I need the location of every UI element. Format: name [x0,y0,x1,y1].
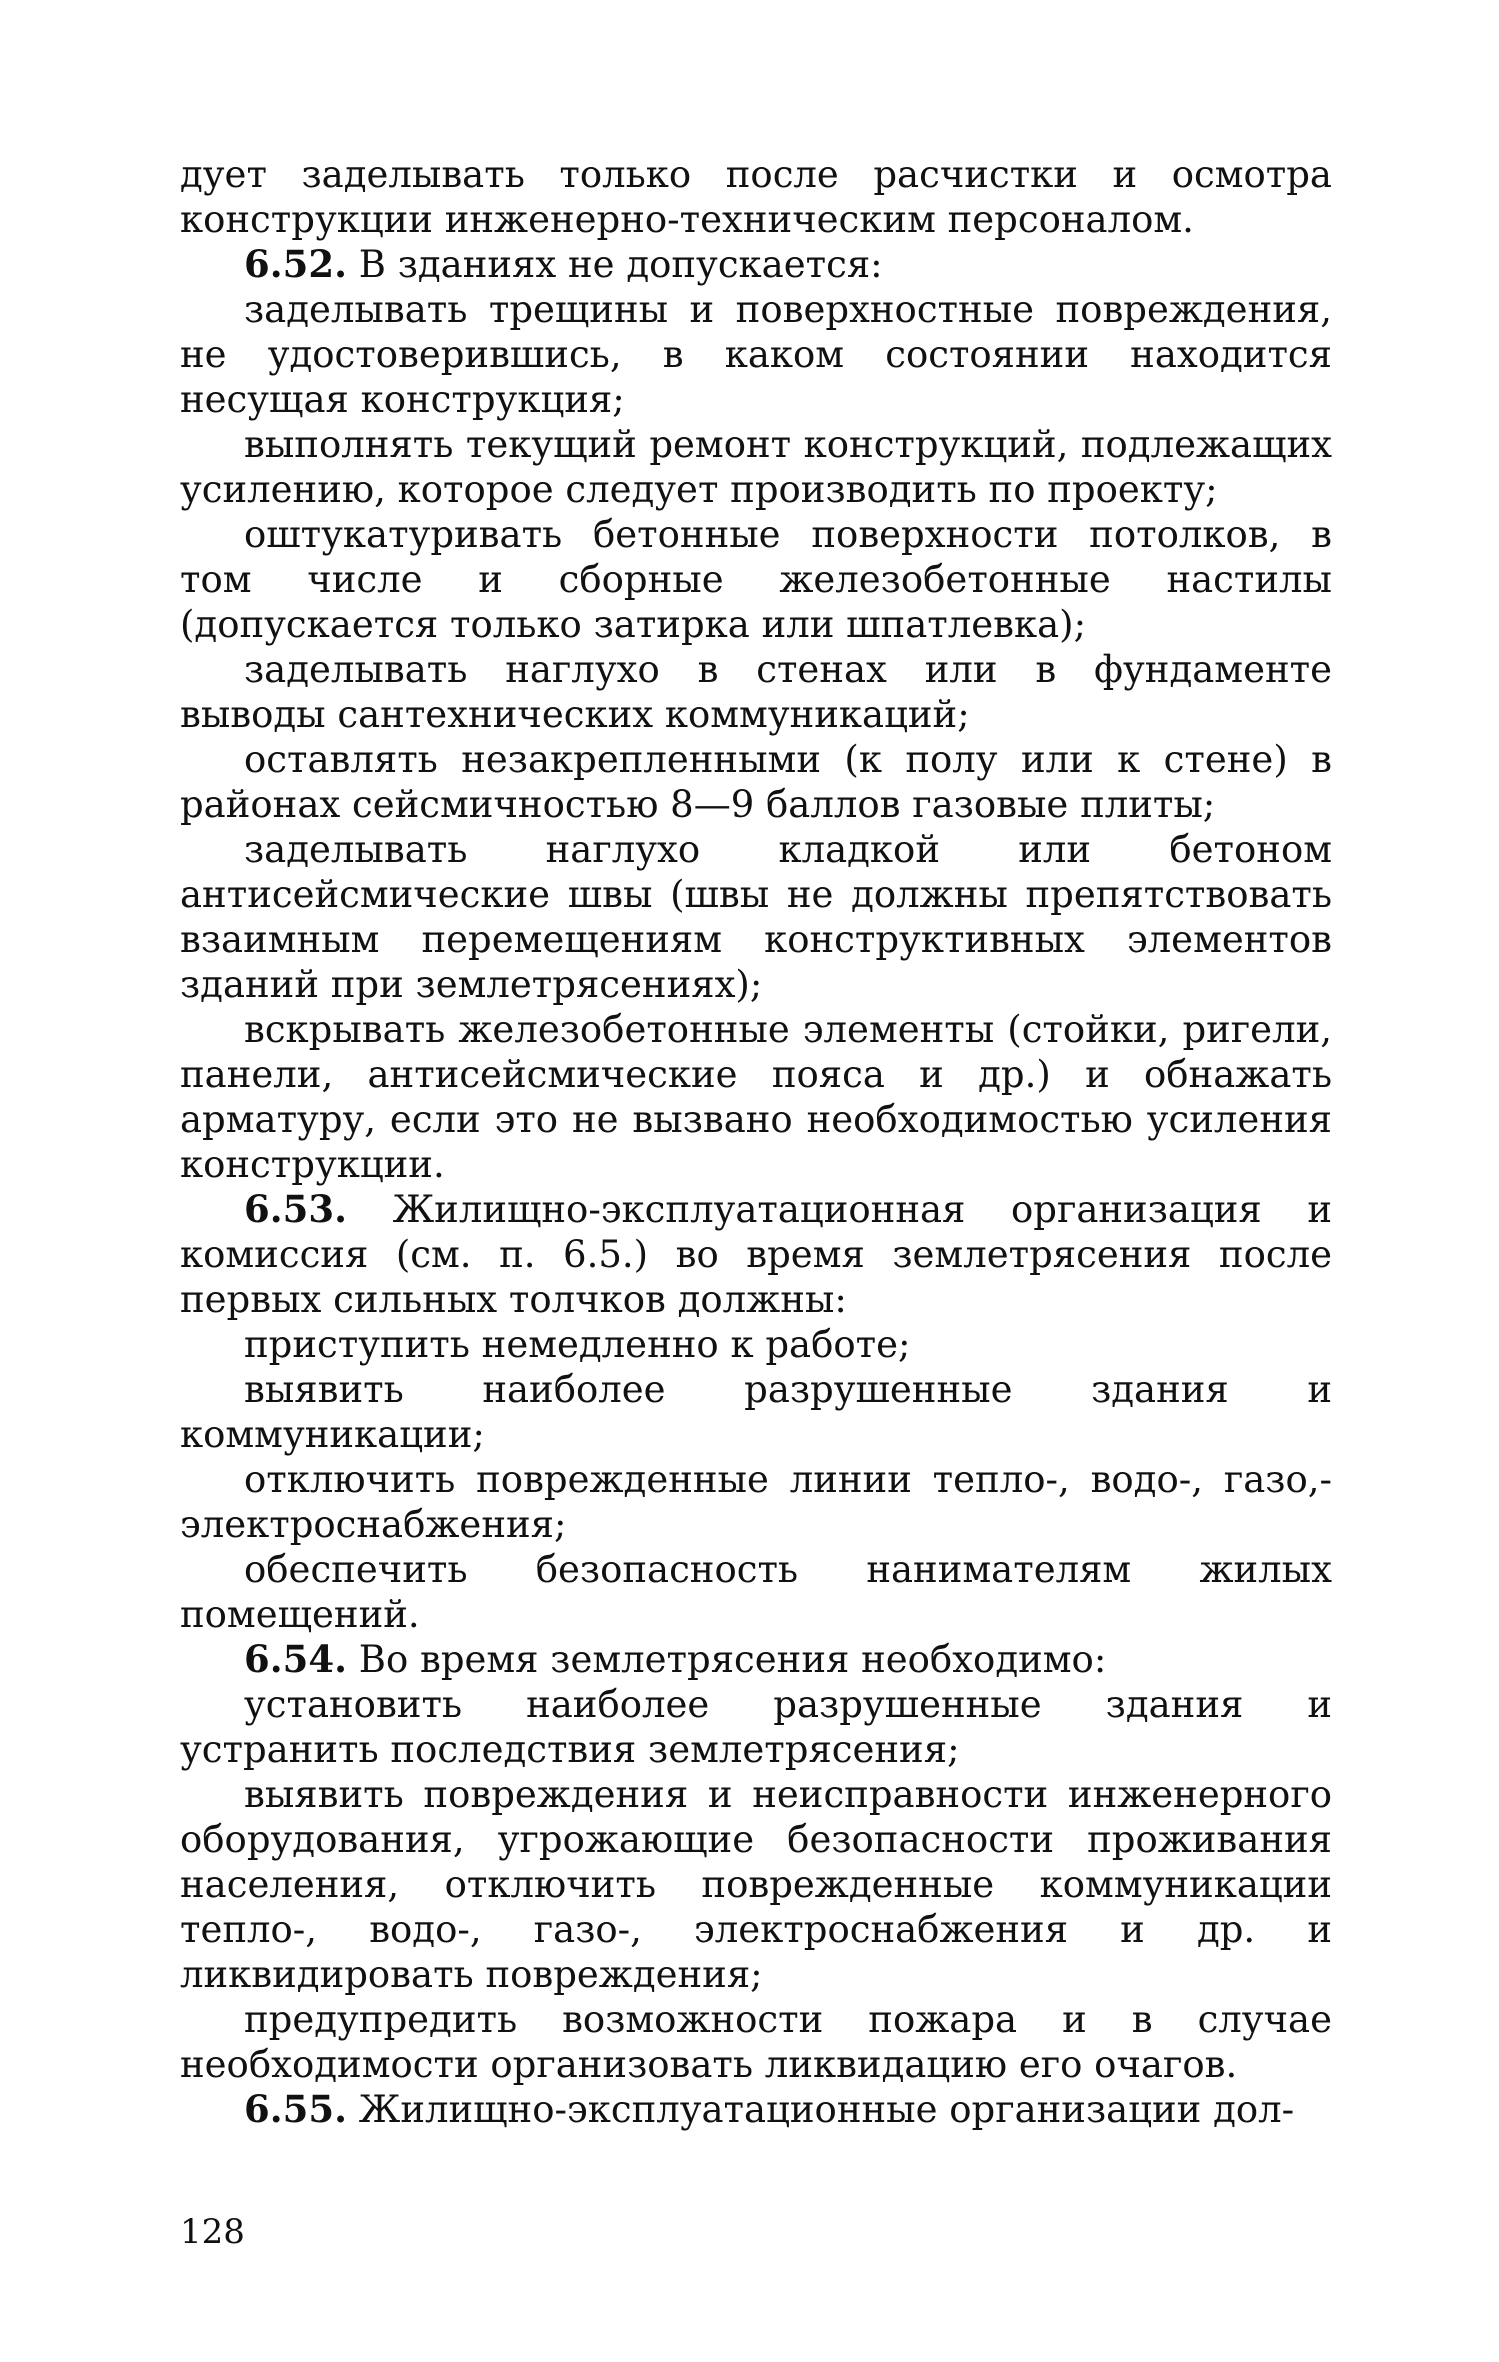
section-number: 6.52. [244,242,347,286]
list-item: заделывать наглухо в стенах или в фундаменте выводы сантехнических коммуникаций; [180,648,1332,736]
paragraph-6-53: 6.53. Жилищно-эксплуатационная организация и комиссия (см. п. 6.5.) во время землетрясения после первых сильных толчков должны: [180,1187,1332,1321]
list-item: заделывать наглухо кладкой или бетоном антисейсмические швы (швы не должны препятствовать взаимным перемещениям конструктивных элементов зданий при землетрясениях); [180,828,1332,1006]
list-item: отключить поврежденные линии тепло-, водо-, газо,-электроснабжения; [180,1458,1332,1546]
paragraph-6-52: 6.52. В зданиях не допускается: [244,242,883,286]
list-item: приступить немедленно к работе; [244,1323,911,1366]
page-body [180,152,1332,2132]
paragraph-0: дует заделывать только после расчистки и осмотра конструкции инженерно-техническим персоналом. [180,153,1332,241]
paragraph-6-55: 6.55. Жилищно-эксплуатационные организации дол- [244,2087,1295,2131]
section-number: 6.53. [244,1187,347,1231]
list-item: установить наиболее разрушенные здания и устранить последствия землетрясения; [180,1683,1332,1771]
paragraph-6-54: 6.54. Во время землетрясения необходимо: [244,1637,1107,1681]
section-number: 6.55. [244,2087,347,2131]
list-item: оштукатуривать бетонные поверхности потолков, в том числе и сборные железобетонные настилы (допускается только затирка или шпатлевка); [180,513,1332,646]
list-item: оставлять незакрепленными (к полу или к стене) в районах сейсмичностью 8—9 баллов газовые плиты; [180,738,1332,826]
list-item: выявить повреждения и неисправности инженерного оборудования, угрожающие безопасности проживания населения, отключить поврежденные коммуникации тепло-, водо-, газо-, электроснабжения и др. и ликвидировать повреждения; [180,1773,1332,1996]
list-item: заделывать трещины и поверхностные повреждения, не удостоверившись, в каком состоянии находится несущая конструкция; [180,288,1332,421]
list-item: предупредить возможности пожара и в случае необходимости организовать ликвидацию его очагов. [180,1998,1332,2086]
section-number: 6.54. [244,1637,347,1681]
list-item: выявить наиболее разрушенные здания и коммуникации; [180,1368,1332,1456]
list-item: обеспечить безопасность нанимателям жилых помещений. [180,1548,1332,1636]
list-item: выполнять текущий ремонт конструкций, подлежащих усилению, которое следует производить по проекту; [180,423,1332,511]
list-item: вскрывать железобетонные элементы (стойки, ригели, панели, антисейсмические пояса и др.) и обнажать арматуру, если это не вызвано необходимостью усиления конструкции. [180,1008,1332,1186]
page-number: 128 [180,2212,245,2252]
